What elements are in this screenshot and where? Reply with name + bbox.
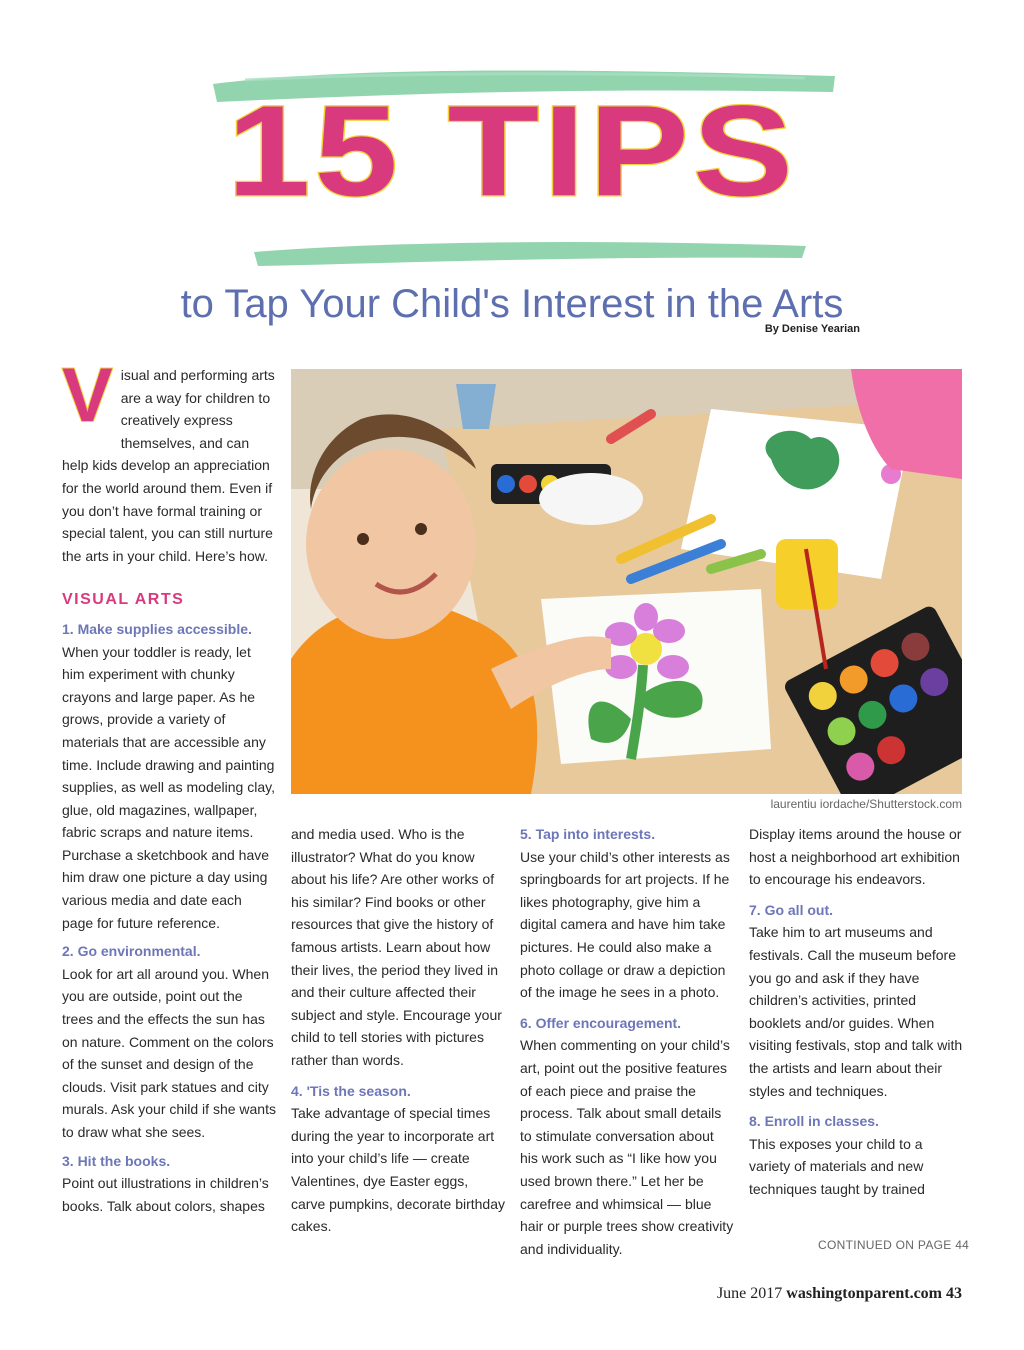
photo-credit: laurentiu iordache/Shutterstock.com bbox=[770, 797, 962, 811]
byline: By Denise Yearian bbox=[764, 323, 860, 335]
tip-3-heading: 3. Hit the books. bbox=[62, 1152, 171, 1169]
tip-8-heading: 8. Enroll in classes. bbox=[749, 1113, 879, 1130]
tip-1-heading: 1. Make supplies accessible. bbox=[62, 620, 252, 637]
tip-1-body: When your toddler is ready, let him experiment with chunky crayons and large paper. As he grows, provide a variety of materials that are accessible any time. Include drawing and painting supplies, as well as modeling clay, glue, old magazines, wallpaper, fabric scraps and nature items. Purchase a sketchbook and have him draw one picture a day using various media and date each page for future reference. bbox=[62, 643, 275, 931]
page-footer bbox=[717, 1285, 962, 1303]
tip-2-heading: 2. Go environmental. bbox=[62, 943, 201, 960]
tip-3-body: Point out illustrations in children’s books. Talk about colors, shapes bbox=[62, 1175, 269, 1214]
column-1 bbox=[62, 353, 276, 1217]
tip-7-heading: 7. Go all out. bbox=[749, 901, 834, 918]
tip-5-body: Use your child’s other interests as springboards for art projects. If he likes photography, give him a digital camera and have him take pictures. He could also make a photo collage or draw a depiction of the image he sees in a photo. bbox=[520, 848, 730, 1001]
tip-4-body: Take advantage of special times during the year to incorporate art into your child’s life — create Valentines, dye Easter eggs, carve pumpkins, decorate birthday cakes. bbox=[291, 1105, 505, 1235]
column-2 bbox=[291, 823, 505, 1238]
intro-paragraph bbox=[62, 353, 276, 567]
tip-6-body: When commenting on your child’s art, point out the positive features of each piece and praise the process. Talk about small details to stimulate conversation about his work such as “I like how you used brown there.” Let her be carefree and whimsical — blue hair or purple trees show creativity and individuality. bbox=[520, 1037, 734, 1257]
tip-6-heading: 6. Offer encouragement. bbox=[520, 1014, 682, 1031]
tip-6-continued: Display items around the house or host a neighborhood art exhibition to encourage his endeavors. bbox=[749, 826, 962, 888]
child-painting-photo bbox=[291, 369, 962, 794]
headline-subtitle: to Tap Your Child's Interest in the Arts bbox=[180, 282, 844, 326]
footer-page-number: 43 bbox=[946, 1285, 962, 1302]
tip-2-body: Look for art all around you. When you are outside, point out the trees and the effects the sun has on nature. Comment on the colors of the sunset and design of the clouds. Visit park statues and city murals. Ask your child if she wants to draw what she sees. bbox=[62, 965, 276, 1140]
tip-7-body: Take him to art museums and festivals. Call the museum before you go and ask if they have children’s activities, printed booklets and/or guides. When visiting festivals, stop and talk with the artists and learn about their styles and techniques. bbox=[749, 924, 963, 1099]
footer-date: June 2017 bbox=[716, 1285, 783, 1302]
tip-4-heading: 4. 'Tis the season. bbox=[291, 1082, 411, 1099]
column-3 bbox=[520, 823, 734, 1260]
headline-title: 15 TIPS bbox=[227, 78, 797, 223]
tip-8-body: This exposes your child to a variety of materials and new techniques taught by trained bbox=[749, 1135, 925, 1197]
footer-site: washingtonparent.com bbox=[786, 1285, 942, 1302]
section-heading: VISUAL ARTS bbox=[62, 591, 185, 609]
tip-3-continued: and media used. Who is the illustrator? What do you know about his life? Are other works of his similar? Find books or other resources that give the history of famous artists. Learn about how their lives, the period they lived in and their culture affected their subject and style. Encourage your child to tell stories with pictures rather than words. bbox=[291, 826, 502, 1068]
intro-text: isual and performing arts are a way for children to creatively express themselves, and can help kids develop an appreciation for the world around them. Even if you don’t have formal training or special talent, you can still nurture the arts in your child. Here’s how. bbox=[62, 367, 275, 564]
green-brush-stroke-bottom bbox=[250, 236, 810, 272]
tip-5-heading: 5. Tap into interests. bbox=[520, 826, 656, 842]
continued-note: CONTINUED ON PAGE 44 bbox=[818, 1238, 970, 1252]
drop-cap: V bbox=[62, 353, 113, 438]
column-4 bbox=[749, 823, 963, 1201]
